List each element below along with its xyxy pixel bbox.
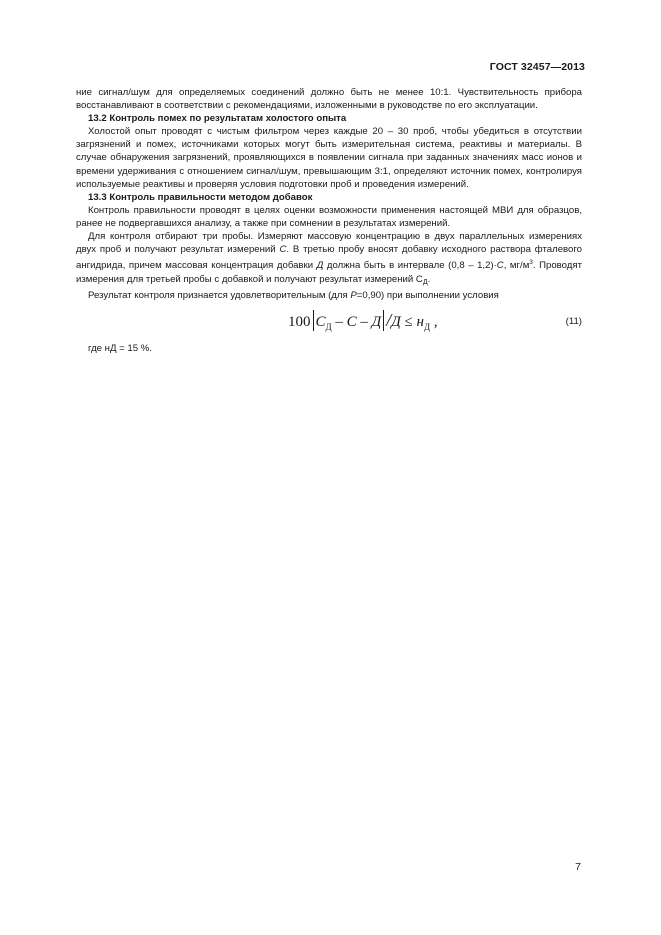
equation-11 [76,308,582,342]
formula: 100 $C_Д$ – C – Д $/Д \le н_Д$ , [288,309,438,332]
section-heading-13-2: 13.2 Контроль помех по результатам холостого опыта [88,113,347,125]
paragraph-blank-test: Холостой опыт проводят с чистым фильтром через каждые 20 – 30 проб, чтобы убедиться в отсутствии загрязнений и помех, источниками которых могут быть измерительная система, реактивы и материалы. В случае обнаружения загрязнений, проявляющихся в появлении сигнала при заданных значениях масс ионов и времени удерживания с отношением сигнал/шум, превышающим 3:1, определяют источник помех, контролируя используемые реактивы и проверяя условия подготовки проб и проведения измерений. [76,126,582,190]
paragraph-condition: Результат контроля признается удовлетворительным (для P=0,90) при выполнении условия [88,289,499,301]
page-number: 7 [575,861,581,873]
paragraph-continuation: ние сигнал/шум для определяемых соединений должно быть не менее 10:1. Чувствительность прибора восстанавливают в соответствии с рекомендациями, изложенными в руководстве по его эксплуатации. [76,87,582,112]
paragraph-accuracy-control: Контроль правильности проводят в целях оценки возможности применения настоящей МВИ для образцов, ранее не подвергавшихся анализу, а также при сомнении в результатах измерений. [76,204,582,229]
document-id: ГОСТ 32457—2013 [489,61,585,73]
section-heading-13-3: 13.3 Контроль правильности методом добавок [88,191,313,203]
page-content [76,86,582,355]
formula-where-clause: где нД = 15 %. [88,342,152,354]
paragraph-sampling: Для контроля отбирают три пробы. Измеряют массовую концентрацию в двух параллельных измерениях двух проб и получают результат измерений С. В третью пробу вносят добавку исходного раствора фталевого ангидрида, причем массовая концентрация добавки Д должна быть в интервале (0,8 – 1,2)·С, $мг/м^3$. Проводят измерения для третьей пробы с добавкой и получают результат измерений $С_Д$. [76,231,582,286]
equation-number: (11) [565,315,582,327]
